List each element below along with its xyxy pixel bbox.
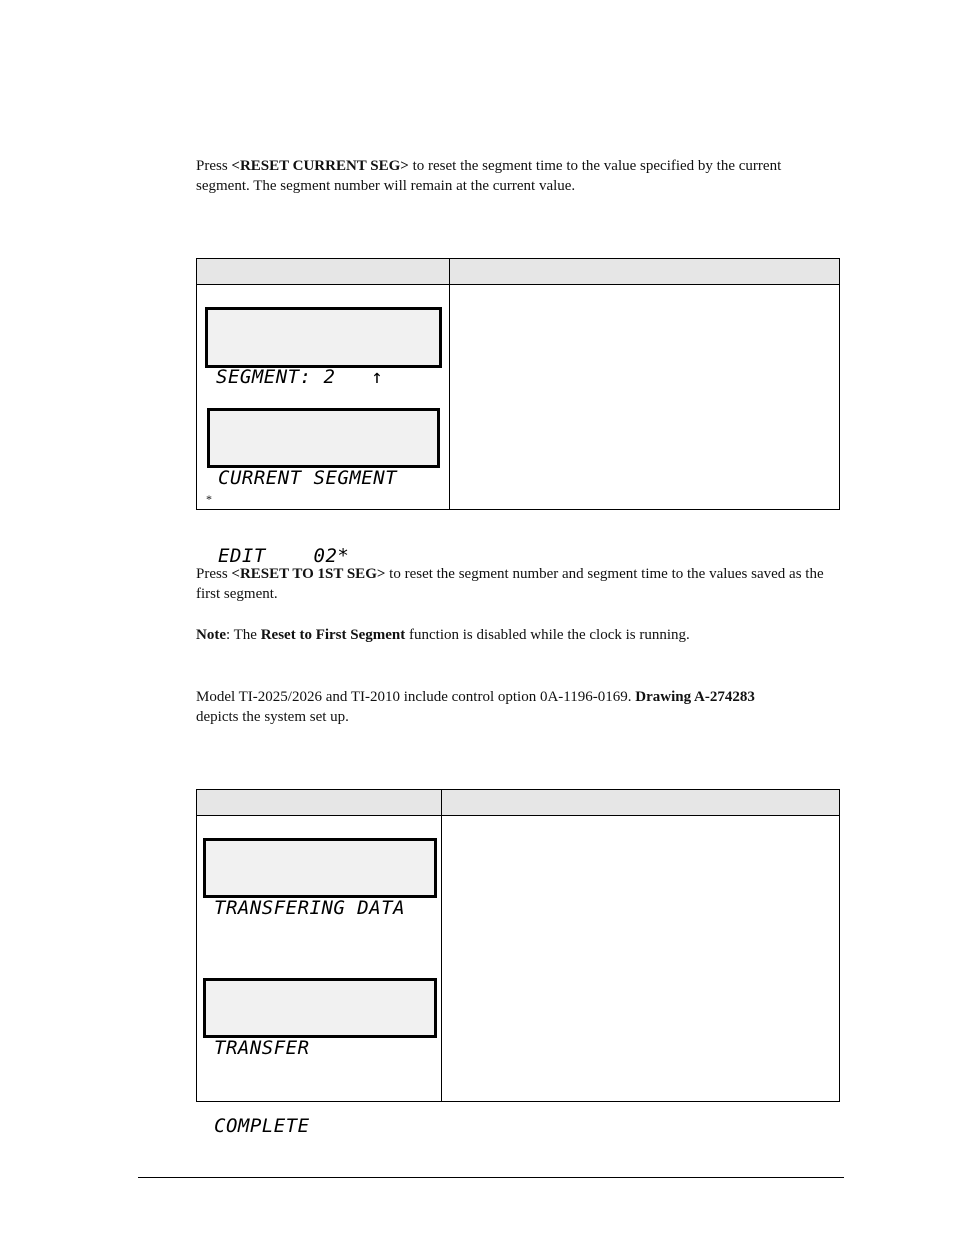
footer-rule bbox=[138, 1177, 844, 1178]
note-paragraph bbox=[196, 625, 836, 645]
footnote-asterisk: * bbox=[206, 492, 212, 506]
up-arrow-icon: ↑ bbox=[371, 366, 384, 388]
text-press-2: Press bbox=[196, 566, 232, 582]
key-reset-first-seg: <RESET TO 1ST SEG> bbox=[231, 566, 386, 582]
note-label: Note bbox=[196, 627, 226, 643]
table-divider-1 bbox=[449, 259, 450, 509]
text-reset-current-desc: to reset the segment time to the value specified by the current segment. The segment number will remain at the current value. bbox=[196, 158, 782, 194]
table-header-1 bbox=[197, 259, 839, 285]
lcd-line-transfer: TRANSFER bbox=[214, 1037, 310, 1059]
lcd-line-segment: SEGMENT: 2 bbox=[216, 366, 372, 388]
display-table-2 bbox=[196, 789, 840, 1137]
model-text-end: depicts the system set up. bbox=[196, 709, 349, 725]
text-reset-first-desc: to reset the segment number and segment time to the values saved as the first segment. bbox=[196, 566, 824, 602]
note-text: function is disabled while the clock is running. bbox=[405, 627, 690, 643]
display-table-1 bbox=[196, 258, 840, 567]
lcd-line-edit: EDIT 02* bbox=[218, 545, 350, 567]
key-reset-current-seg: <RESET CURRENT SEG> bbox=[231, 158, 409, 174]
note-mid: : The bbox=[226, 627, 261, 643]
lcd-line-complete: COMPLETE bbox=[214, 1115, 310, 1137]
reset-current-seg-paragraph bbox=[196, 156, 836, 196]
lcd-current-segment-edit bbox=[207, 408, 440, 567]
note-function-name: Reset to First Segment bbox=[260, 627, 406, 643]
model-text: Model TI-2025/2026 and TI-2010 include control option 0A-1196-0169. bbox=[196, 689, 636, 705]
lcd-line-current-segment: CURRENT SEGMENT bbox=[218, 467, 398, 489]
text-press: Press bbox=[196, 158, 232, 174]
lcd-segment-time bbox=[205, 307, 442, 388]
drawing-reference: Drawing A-274283 bbox=[635, 689, 755, 705]
lcd-transfer-complete bbox=[203, 978, 437, 1137]
table-divider-2 bbox=[441, 790, 442, 1101]
reset-first-seg-paragraph bbox=[196, 564, 836, 604]
lcd-line-transfering: TRANSFERING DATA bbox=[214, 897, 406, 919]
table-header-2 bbox=[197, 790, 839, 816]
model-paragraph bbox=[196, 687, 756, 727]
lcd-transfering-data bbox=[203, 838, 437, 919]
